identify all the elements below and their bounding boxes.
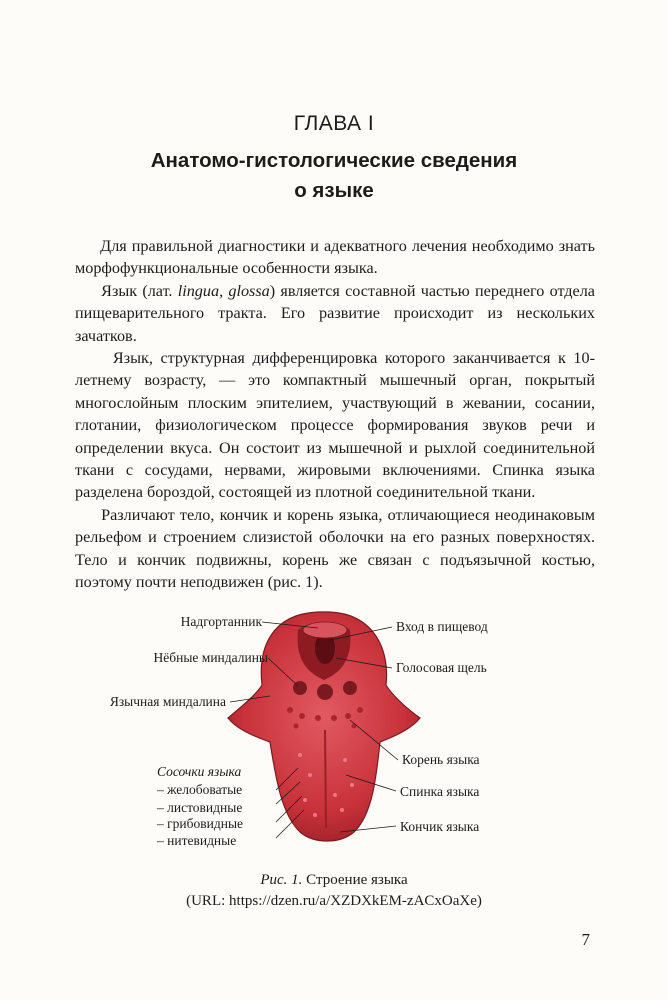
label-papillae-3: – грибовидные [157,816,244,831]
latin-terms: lingua, glossa [177,281,270,300]
label-papillae-4: – нитевидные [157,833,237,848]
label-papillae-1: – желобоватые [157,782,243,797]
label-epiglottis: Надгортанник [180,614,262,629]
caption-url: (URL: https://dzen.ru/a/XZDXkEM-zACxOaXe) [186,893,482,909]
tonsil-center [317,684,333,700]
page-number: 7 [581,930,590,949]
paragraph-3 [75,347,595,504]
label-papillae-2: – листовидные [157,800,243,815]
label-esophagus: Вход в пищевод [396,619,488,634]
paragraph-4-text: Различают тело, кончик и корень языка, отличающиеся неодинаковым рельефом и строением слизистой оболочки на его разных поверхностях. Тело и кончик подвижны, корень же связан с подъязычной костью, поэтому почти неподвижен (рис. 1). [75,505,595,592]
label-back: Спинка языка [400,784,480,799]
label-glottis: Голосовая щель [396,660,487,675]
title-line-2: о языке [294,179,374,202]
label-palatine-tonsils: Нёбные миндалины [153,650,268,665]
label-root: Корень языка [402,752,480,767]
paragraph-2-end: ) является составной частью переднего отдела пищеварительного тракта. Его развитие происходит из нескольких зачатков. [75,281,595,345]
tongue-figure [0,600,668,860]
paragraph-4 [75,504,595,594]
epiglottis-shape [303,622,347,638]
caption-fig-ref: Рис. 1. [260,872,303,888]
paragraph-1-text: Для правильной диагностики и адекватного лечения необходимо знать морфофункциональные особенности языка. [75,237,596,278]
paragraph-2 [75,280,595,347]
section-title [0,146,668,206]
tongue-illustration [0,600,668,860]
tonsil-right [343,681,357,695]
label-tip: Кончик языка [400,819,480,834]
figure-caption [0,870,668,912]
paragraph-1 [75,235,595,280]
label-lingual-tonsil: Язычная миндалина [109,694,226,709]
paragraph-3-text: Язык, структурная дифференцировка которого заканчивается к 10-летнему возрасту, — это компактный мышечный орган, покрытый многослойным плоским эпителием, участвующий в жевании, сосании, глотании, физиологическом процессе формирования звуков речи и определении вкуса. Он состоит из мышечной и рыхлой соединительной ткани с сосудами, нервами, жировыми включениями. Спинка языка разделена бороздой, состоящей из плотной соединительной ткани. [75,349,595,502]
body-text [75,235,595,594]
chapter-heading: ГЛАВА I [293,112,375,135]
caption-text: Строение языка [302,872,408,888]
median-groove [325,730,326,828]
paragraph-2-start: Язык (лат. [101,281,178,300]
caption-line [0,870,668,891]
title-line-1: Анатомо-гистологические сведения [150,149,518,172]
label-papillae-title: Сосочки языка [157,764,242,779]
